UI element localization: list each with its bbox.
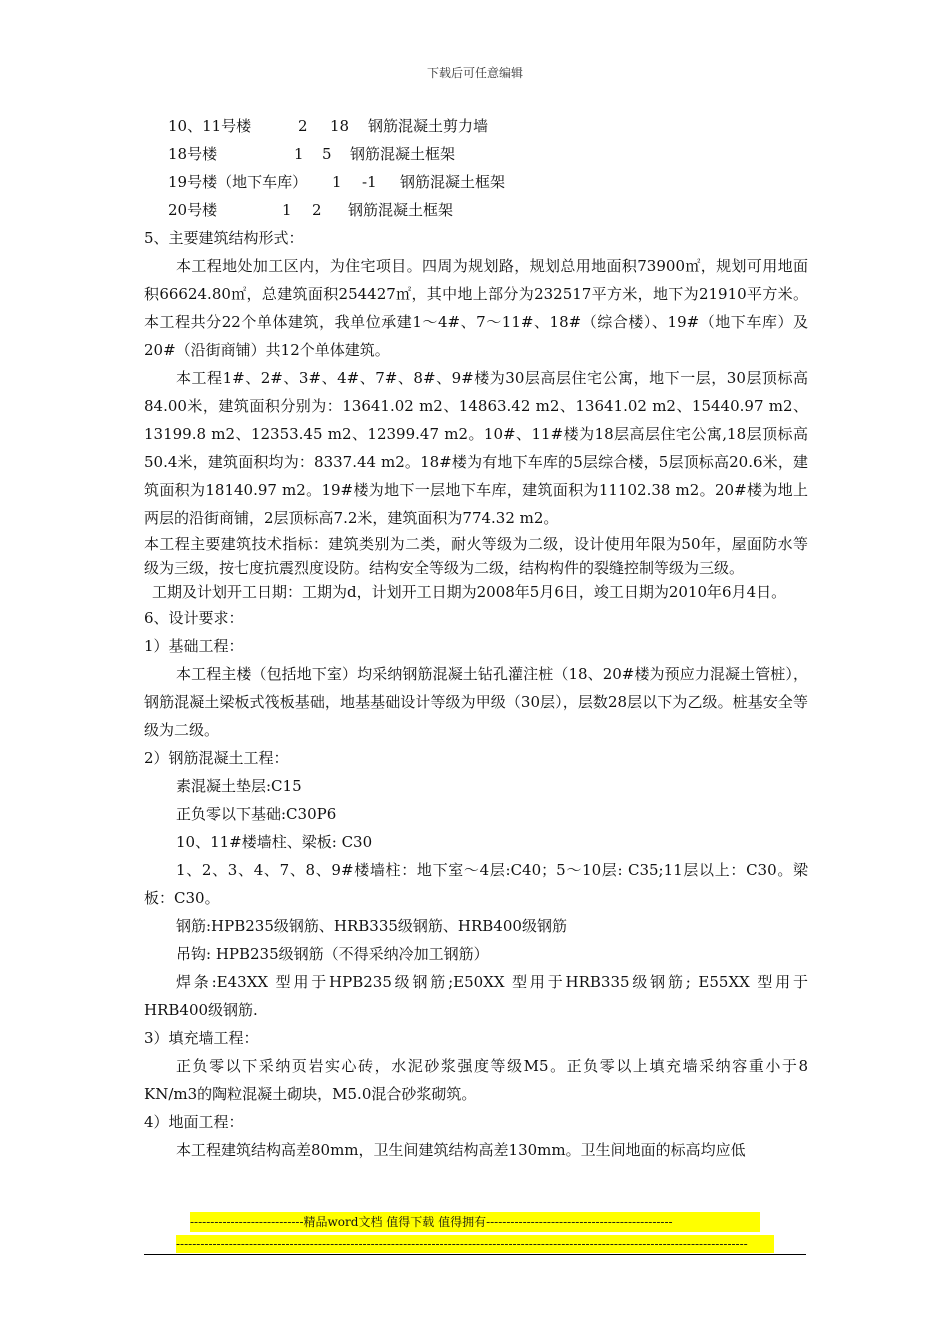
building-structure: 钢筋混凝土剪力墙 bbox=[368, 117, 489, 135]
building-name: 18号楼 bbox=[168, 145, 218, 163]
sub-2-item: 10、11#楼墙柱、梁板: C30 bbox=[176, 833, 373, 851]
section-5-paragraph-4: 工期及计划开工日期：工期为d，计划开工日期为2008年5月6日，竣工日期为2010年6月4日。 bbox=[152, 583, 787, 601]
building-count: 1 bbox=[294, 145, 304, 163]
footer-rule bbox=[144, 1254, 806, 1255]
building-name: 20号楼 bbox=[168, 201, 218, 219]
sub-2-item: 焊条:E43XX 型用于HPB235级钢筋;E50XX 型用于HRB335级钢筋; E55XX 型用于HRB400级钢筋. bbox=[144, 973, 808, 1019]
building-structure: 钢筋混凝土框架 bbox=[350, 145, 456, 163]
document-body bbox=[144, 112, 808, 1164]
sub-2-item: 1、2、3、4、7、8、9#楼墙柱：地下室～4层:C40；5～10层: C35;11层以上：C30。梁板：C30。 bbox=[144, 861, 808, 907]
section-5-paragraph-2: 本工程1#、2#、3#、4#、7#、8#、9#楼为30层高层住宅公寓，地下一层，30层顶标高84.00米，建筑面积分别为：13641.02 m2、14863.42 m2、13641.02 m2、15440.97 m2、13199.8 m2、12353.45 m2、12399.47 m2。10#、11#楼为18层高层住宅公寓,18层顶标高50.4米，建筑面积均为：8337.44 m2。18#楼为有地下车库的5层综合楼，5层顶标高20.6米，建筑面积为18140.97 m2。19#楼为地下一层地下车库，建筑面积为11102.38 m2。20#楼为地上两层的沿街商铺，2层顶标高7.2米，建筑面积为774.32 m2。 bbox=[144, 369, 808, 527]
page-header: 下载后可任意编辑 bbox=[426, 66, 523, 80]
building-row bbox=[144, 140, 808, 168]
sub-4-heading: 4）地面工程： bbox=[144, 1113, 244, 1131]
sub-2-item: 钢筋:HPB235级钢筋、HRB335级钢筋、HRB400级钢筋 bbox=[176, 917, 567, 935]
building-row bbox=[144, 168, 808, 196]
building-count: 1 bbox=[282, 201, 292, 219]
sub-1-paragraph: 本工程主楼（包括地下室）均采纳钢筋混凝土钻孔灌注桩（18、20#楼为预应力混凝土管桩），钢筋混凝土梁板式筏板基础，地基基础设计等级为甲级（30层），层数28层以下为乙级。桩基安全等级为二级。 bbox=[144, 665, 808, 739]
sub-1-heading: 1）基础工程： bbox=[144, 637, 244, 655]
building-name: 19号楼（地下车库） bbox=[168, 173, 308, 191]
section-6-heading: 6、设计要求： bbox=[144, 609, 244, 627]
sub-4-paragraph: 本工程建筑结构高差80mm，卫生间建筑结构高差130mm。卫生间地面的标高均应低 bbox=[176, 1141, 746, 1159]
building-row bbox=[144, 112, 808, 140]
sub-3-heading: 3）填充墙工程： bbox=[144, 1029, 259, 1047]
building-count: 2 bbox=[298, 117, 308, 135]
building-structure: 钢筋混凝土框架 bbox=[348, 201, 454, 219]
building-floors: 18 bbox=[330, 117, 350, 135]
building-floors: -1 bbox=[362, 173, 377, 191]
building-count: 1 bbox=[332, 173, 342, 191]
footer-banner: ----------------------------精品word文档 值得下载 值得拥有---------------------------------------------- bbox=[190, 1212, 760, 1232]
building-name: 10、11号楼 bbox=[168, 117, 252, 135]
sub-2-item: 素混凝土垫层:C15 bbox=[176, 777, 302, 795]
sub-2-heading: 2）钢筋混凝土工程： bbox=[144, 749, 289, 767]
building-floors: 2 bbox=[312, 201, 322, 219]
building-structure: 钢筋混凝土框架 bbox=[400, 173, 506, 191]
building-floors: 5 bbox=[322, 145, 332, 163]
section-5-paragraph-3: 本工程主要建筑技术指标：建筑类别为二类，耐火等级为二级，设计使用年限为50年，屋面防水等级为三级，按七度抗震烈度设防。结构安全等级为二级，结构构件的裂缝控制等级为三级。 bbox=[144, 535, 808, 577]
sub-2-item: 吊钩: HPB235级钢筋（不得采纳冷加工钢筋） bbox=[176, 945, 489, 963]
sub-3-paragraph: 正负零以下采纳页岩实心砖，水泥砂浆强度等级M5。正负零以上填充墙采纳容重小于8 KN/m3的陶粒混凝土砌块，M5.0混合砂浆砌筑。 bbox=[144, 1057, 808, 1103]
section-5-heading: 5、主要建筑结构形式： bbox=[144, 229, 304, 247]
sub-2-item: 正负零以下基础:C30P6 bbox=[176, 805, 337, 823]
footer-dash-line: --------------------------------------------------------------------------------------------------------------------------------------------- bbox=[176, 1235, 774, 1253]
building-row bbox=[144, 196, 808, 224]
section-5-paragraph-1: 本工程地处加工区内，为住宅项目。四周为规划路，规划总用地面积73900㎡，规划可用地面积66624.80㎡，总建筑面积254427㎡，其中地上部分为232517平方米，地下为21910平方米。本工程共分22个单体建筑，我单位承建1～4#、7～11#、18#（综合楼）、19#（地下车库）及20#（沿街商铺）共12个单体建筑。 bbox=[144, 257, 808, 359]
